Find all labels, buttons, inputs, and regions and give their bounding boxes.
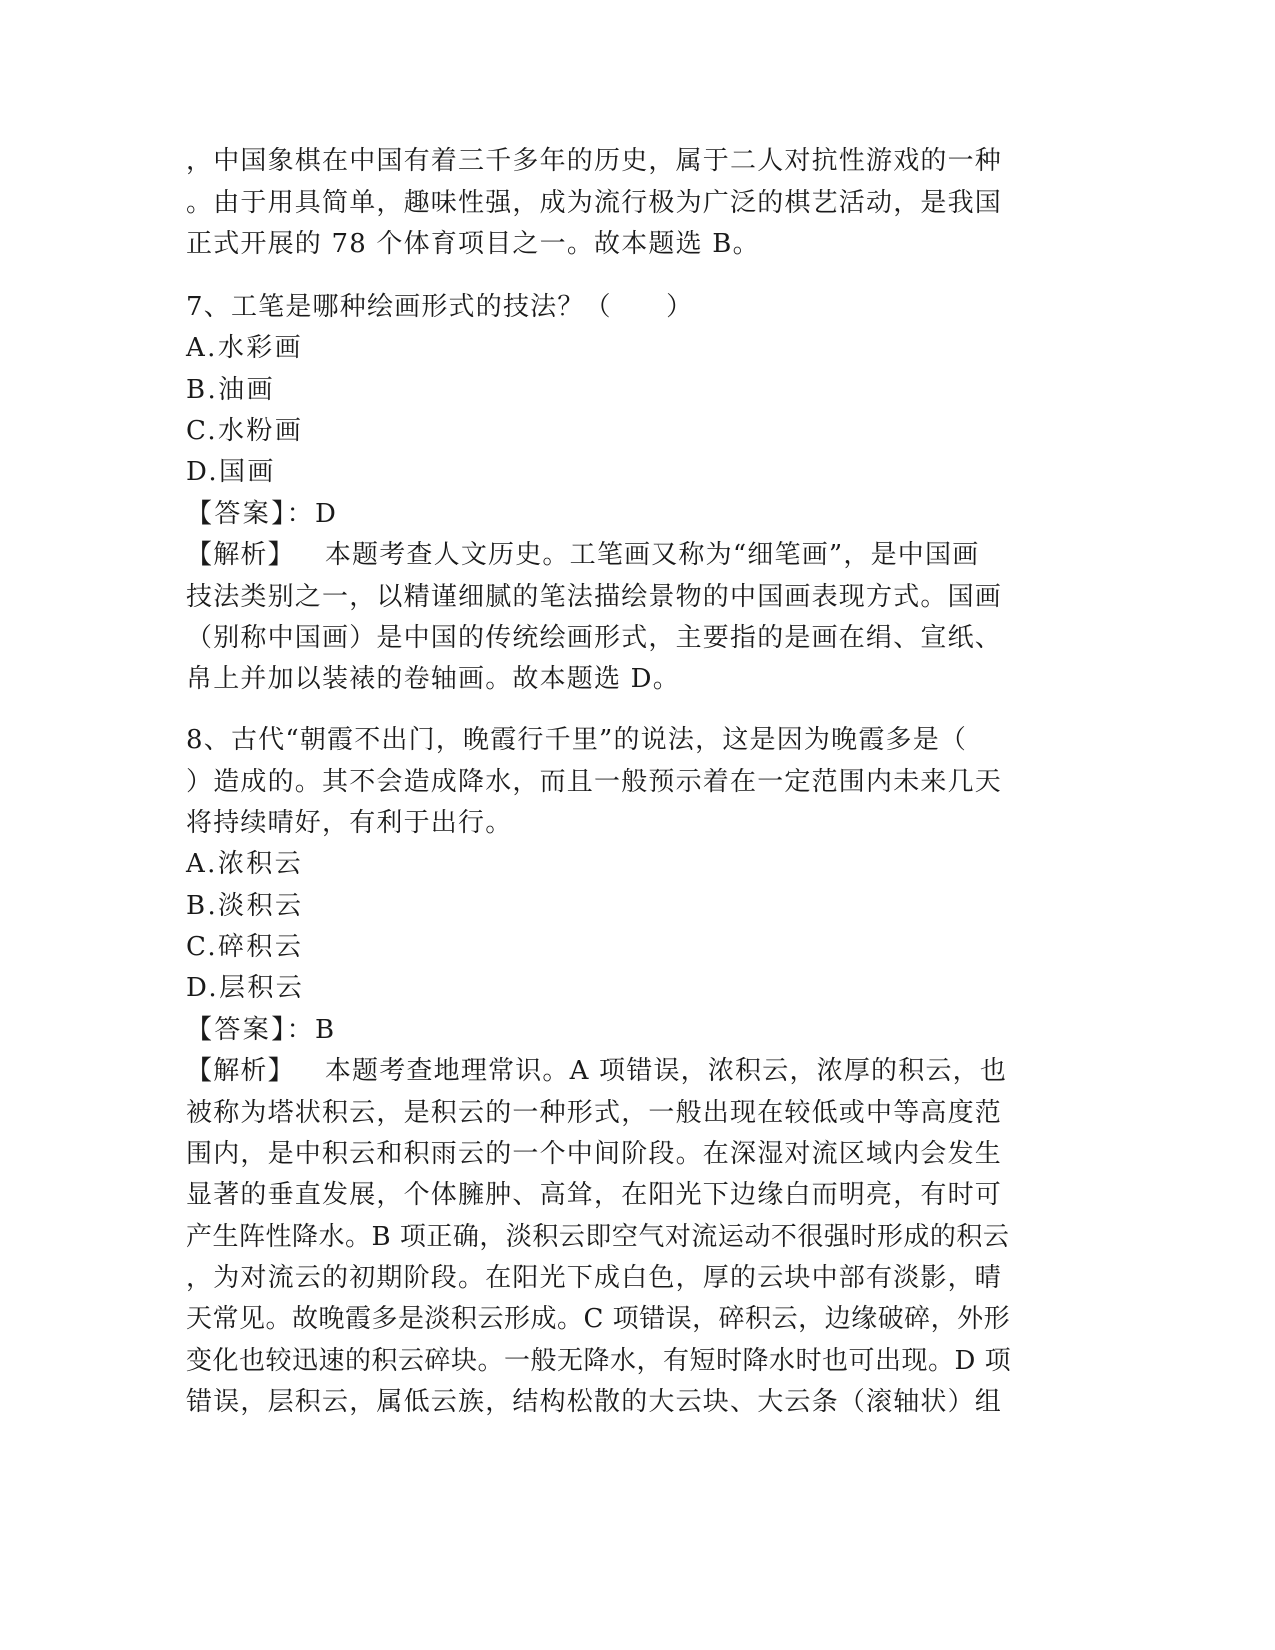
intro-line-1: ，中国象棋在中国有着三千多年的历史，属于二人对抗性游戏的一种 bbox=[186, 146, 1003, 176]
q8-analysis-line-8: 变化也较迅速的积云碎块。一般无降水，有短时降水时也可出现。D 项 bbox=[186, 1346, 1012, 1376]
intro-line-2: 。由于用具简单，趣味性强，成为流行极为广泛的棋艺活动，是我国 bbox=[186, 188, 1003, 218]
q7-analysis-line-2: 技法类别之一，以精谨细腻的笔法描绘景物的中国画表现方式。国画 bbox=[186, 582, 1003, 612]
q7-option-a: A.水彩画 bbox=[186, 333, 304, 363]
q8-question-line-2: ）造成的。其不会造成降水，而且一般预示着在一定范围内未来几天 bbox=[186, 767, 1003, 797]
q7-analysis-line-3: （别称中国画）是中国的传统绘画形式，主要指的是画在绢、宣纸、 bbox=[186, 623, 1003, 653]
q7-option-c: C.水粉画 bbox=[186, 416, 304, 446]
intro-line-3: 正式开展的 78 个体育项目之一。故本题选 B。 bbox=[186, 229, 760, 259]
q8-analysis-line-2: 被称为塔状积云，是积云的一种形式，一般出现在较低或中等高度范 bbox=[186, 1098, 1003, 1128]
q8-option-d: D.层积云 bbox=[186, 973, 305, 1003]
q8-analysis-line-7: 天常见。故晚霞多是淡积云形成。C 项错误，碎积云，边缘破碎，外形 bbox=[186, 1304, 1011, 1334]
q8-question-line-1: 8、古代“朝霞不出门，晚霞行千里”的说法，这是因为晚霞多是（ bbox=[186, 725, 968, 755]
q8-answer: 【答案】：B bbox=[186, 1015, 337, 1045]
q8-question-line-3: 将持续晴好，有利于出行。 bbox=[186, 808, 513, 838]
q8-option-b: B.淡积云 bbox=[186, 891, 304, 921]
q7-option-b: B.油画 bbox=[186, 375, 275, 405]
q7-analysis-text-1: 本题考查人文历史。工笔画又称为“细笔画”，是中国画 bbox=[324, 540, 980, 570]
q8-analysis-line-4: 显著的垂直发展，个体臃肿、高耸，在阳光下边缘白而明亮，有时可 bbox=[186, 1180, 1003, 1210]
q7-analysis-line-4: 帛上并加以装裱的卷轴画。故本题选 D。 bbox=[186, 664, 680, 694]
q8-analysis-line-1 bbox=[186, 1054, 1007, 1088]
q8-analysis-text-1: 本题考查地理常识。A 项错误，浓积云，浓厚的积云，也 bbox=[324, 1056, 1008, 1086]
q8-analysis-line-3: 围内，是中积云和积雨云的一个中间阶段。在深湿对流区域内会发生 bbox=[186, 1139, 1003, 1169]
q7-option-d: D.国画 bbox=[186, 457, 276, 487]
q7-question: 7、工笔是哪种绘画形式的技法？（ ） bbox=[186, 292, 694, 322]
q8-option-c: C.碎积云 bbox=[186, 932, 304, 962]
q7-analysis-line-1 bbox=[186, 538, 979, 572]
q7-answer: 【答案】：D bbox=[186, 499, 339, 529]
q8-analysis-line-6: ，为对流云的初期阶段。在阳光下成白色，厚的云块中部有淡影，晴 bbox=[186, 1263, 1003, 1293]
q8-analysis-line-9: 错误，层积云，属低云族，结构松散的大云块、大云条（滚轴状）组 bbox=[186, 1387, 1003, 1417]
q7-analysis-tag: 【解析】 bbox=[186, 540, 295, 570]
q8-analysis-line-5: 产生阵性降水。B 项正确，淡积云即空气对流运动不很强时形成的积云 bbox=[186, 1222, 1010, 1252]
q8-option-a: A.浓积云 bbox=[186, 849, 304, 879]
q8-analysis-tag: 【解析】 bbox=[186, 1056, 295, 1086]
